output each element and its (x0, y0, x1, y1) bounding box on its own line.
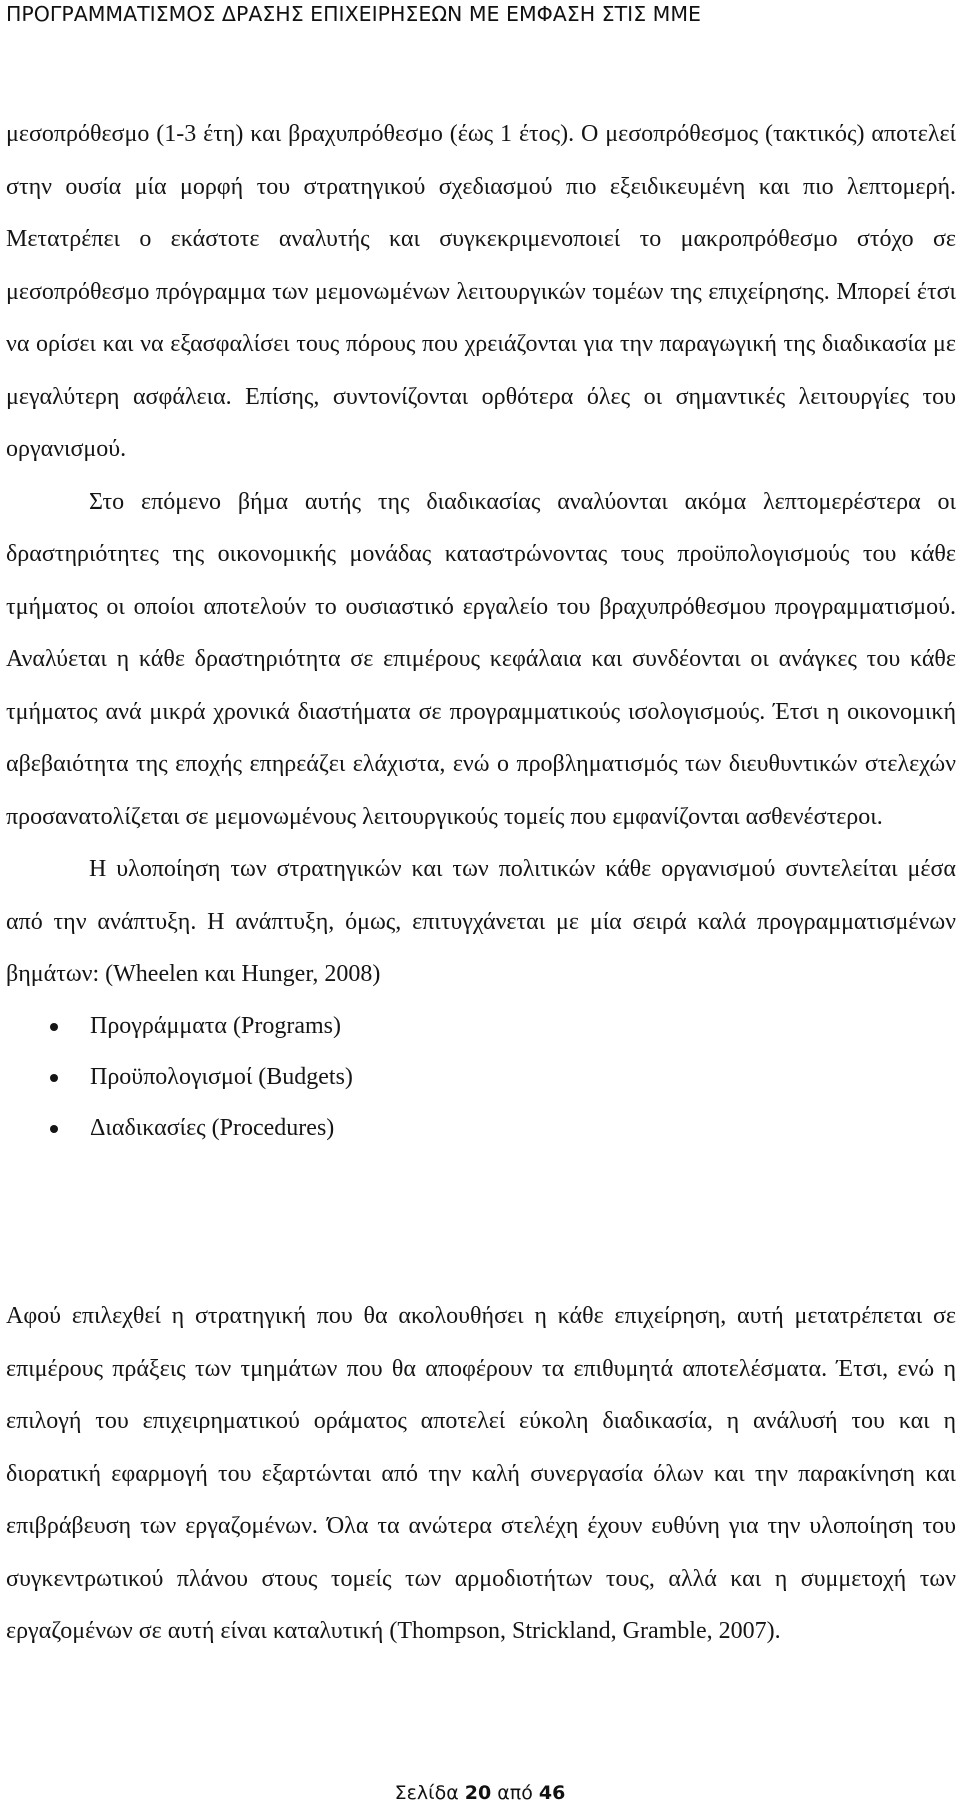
bullet-list (6, 1001, 956, 1154)
bullet-text: Προϋπολογισμοί (Budgets) (90, 1063, 353, 1090)
running-header: ΠΡΟΓΡΑΜΜΑΤΙΣΜΟΣ ΔΡΑΣΗΣ ΕΠΙΧΕΙΡΗΣΕΩΝ ΜΕ ΕΜΦΑΣΗ ΣΤΙΣ ΜΜΕ (6, 2, 701, 26)
bullet-icon (50, 1023, 58, 1031)
bullet-text: Διαδικασίες (Procedures) (90, 1114, 335, 1141)
bullet-item-programs (6, 1001, 956, 1052)
footer-page-label: Σελίδα (394, 1782, 459, 1804)
bullet-icon (50, 1125, 58, 1133)
bullet-item-procedures (6, 1103, 956, 1154)
paragraph-1: μεσοπρόθεσμο (1-3 έτη) και βραχυπρόθεσμο (έως 1 έτος). Ο μεσοπρόθεσμος (τακτικός) αποτελεί στην ουσία μία μορφή του στρατηγικού σχεδιασμού πιο εξειδικευμένη και πιο λεπτομερή. Μετατρέπει ο εκάστοτε αναλυτής και συγκεκριμενοποιεί το μακροπρόθεσμο στόχο σε μεσοπρόθεσμο πρόγραμμα των μεμονωμένων λειτουργικών τομέων της επιχείρησης. Μπορεί έτσι να ορίσει και να εξασφαλίσει τους πόρους που χρειάζονται για την παραγωγική της διαδικασία με μεγαλύτερη ασφάλεια. Επίσης, συντονίζονται ορθότερα όλες οι σημαντικές λειτουργίες του οργανισμού. (6, 121, 956, 462)
paragraph-2: Στο επόμενο βήμα αυτής της διαδικασίας αναλύονται ακόμα λεπτομερέστερα οι δραστηριότητες της οικονομικής μονάδας καταστρώνοντας τους προϋπολογισμούς του κάθε τμήματος οι οποίοι αποτελούν το ουσιαστικό εργαλείο του βραχυπρόθεσμου προγραμματισμού. Αναλύεται η κάθε δραστηριότητα σε επιμέρους κεφάλαια και συνδέονται οι ανάγκες του κάθε τμήματος ανά μικρά χρονικά διαστήματα σε προγραμματικούς ισολογισμούς. Έτσι η οικονομική αβεβαιότητα της εποχής επηρεάζει ελάχιστα, ενώ ο προβληματισμός των διευθυντικών στελεχών προσανατολίζεται σε μεμονωμένους λειτουργικούς τομείς που εμφανίζονται ασθενέστεροι. (6, 488, 956, 830)
paragraph-3: Η υλοποίηση των στρατηγικών και των πολιτικών κάθε οργανισμού συντελείται μέσα από την ανάπτυξη. Η ανάπτυξη, όμως, επιτυγχάνεται με μία σειρά καλά προγραμματισμένων βημάτων: (Wheelen και Hunger, 2008) (6, 856, 956, 987)
bullet-icon (50, 1074, 58, 1082)
bullet-item-budgets (6, 1052, 956, 1103)
footer-page-total: 46 (538, 1782, 566, 1804)
body-text-lower (6, 1290, 956, 1658)
page-footer (0, 1780, 960, 1806)
paragraph-4: Αφού επιλεχθεί η στρατηγική που θα ακολουθήσει η κάθε επιχείρηση, αυτή μετατρέπεται σε επιμέρους πράξεις των τμημάτων που θα αποφέρουν τα επιθυμητά αποτελέσματα. Έτσι, ενώ η επιλογή του επιχειρηματικού οράματος αποτελεί εύκολη διαδικασία, η ανάλυσή του και η διορατική εφαρμογή του εξαρτώνται από την καλή συνεργασία όλων και την παρακίνηση και επιβράβευση των εργαζομένων. Όλα τα ανώτερα στελέχη έχουν ευθύνη για την υλοποίηση του συγκεντρωτικού πλάνου στους τομείς των αρμοδιοτήτων τους, αλλά και η συμμετοχή των εργαζομένων σε αυτή είναι καταλυτική (Thompson, Strickland, Gramble, 2007). (6, 1303, 956, 1644)
footer-of-label: από (497, 1782, 533, 1804)
footer-page-number: 20 (464, 1782, 492, 1804)
body-text-upper (6, 108, 956, 1154)
bullet-text: Προγράμματα (Programs) (90, 1012, 341, 1039)
